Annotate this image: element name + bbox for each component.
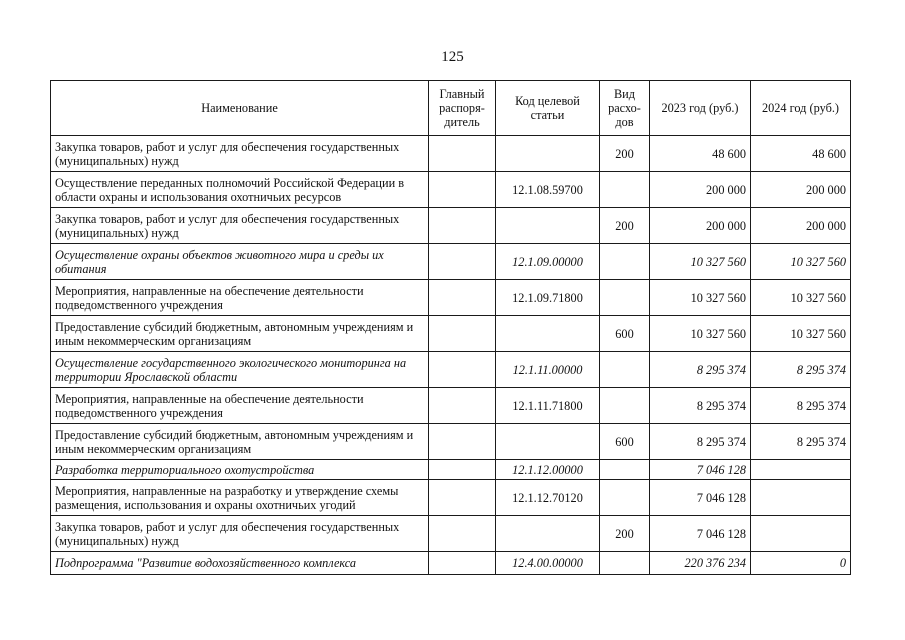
cell-name: Осуществление государственного экологического мониторинга на территории Ярославской области <box>51 352 429 388</box>
table-row <box>51 208 851 244</box>
cell-main-manager <box>429 316 496 352</box>
table-row <box>51 136 851 172</box>
header-main-manager: Главный распоря-дитель <box>429 81 496 136</box>
cell-year-2023: 200 000 <box>650 172 751 208</box>
cell-target-code <box>496 136 600 172</box>
header-name: Наименование <box>51 81 429 136</box>
cell-expense-type <box>600 280 650 316</box>
cell-expense-type <box>600 244 650 280</box>
table-row <box>51 424 851 460</box>
cell-name: Закупка товаров, работ и услуг для обеспечения государственных (муниципальных) нужд <box>51 516 429 552</box>
cell-name: Мероприятия, направленные на обеспечение деятельности подведомственного учреждения <box>51 280 429 316</box>
cell-main-manager <box>429 460 496 480</box>
table-row <box>51 244 851 280</box>
cell-year-2023: 10 327 560 <box>650 280 751 316</box>
cell-main-manager <box>429 516 496 552</box>
cell-target-code <box>496 424 600 460</box>
cell-expense-type <box>600 460 650 480</box>
budget-table <box>50 80 851 575</box>
cell-target-code <box>496 208 600 244</box>
table-body <box>51 136 851 575</box>
cell-name: Мероприятия, направленные на разработку и утверждение схемы размещения, использования и охраны охотничьих угодий <box>51 480 429 516</box>
cell-year-2024: 0 <box>751 552 851 575</box>
table-row <box>51 388 851 424</box>
cell-year-2023: 200 000 <box>650 208 751 244</box>
cell-year-2023: 220 376 234 <box>650 552 751 575</box>
cell-target-code: 12.1.11.00000 <box>496 352 600 388</box>
table-row <box>51 552 851 575</box>
cell-target-code: 12.1.09.00000 <box>496 244 600 280</box>
cell-main-manager <box>429 280 496 316</box>
cell-name: Подпрограмма "Развитие водохозяйственного комплекса <box>51 552 429 575</box>
page-number: 125 <box>441 49 464 65</box>
cell-expense-type <box>600 480 650 516</box>
cell-main-manager <box>429 480 496 516</box>
header-year-2023: 2023 год (руб.) <box>650 81 751 136</box>
table-row <box>51 172 851 208</box>
cell-main-manager <box>429 208 496 244</box>
cell-name: Закупка товаров, работ и услуг для обеспечения государственных (муниципальных) нужд <box>51 136 429 172</box>
cell-year-2023: 8 295 374 <box>650 352 751 388</box>
cell-year-2024: 8 295 374 <box>751 352 851 388</box>
cell-year-2024: 8 295 374 <box>751 424 851 460</box>
cell-main-manager <box>429 552 496 575</box>
table-header-row <box>51 81 851 136</box>
cell-main-manager <box>429 388 496 424</box>
cell-main-manager <box>429 352 496 388</box>
cell-year-2024: 10 327 560 <box>751 316 851 352</box>
table-row <box>51 516 851 552</box>
cell-main-manager <box>429 244 496 280</box>
cell-year-2024 <box>751 480 851 516</box>
cell-year-2024: 200 000 <box>751 172 851 208</box>
cell-year-2023: 48 600 <box>650 136 751 172</box>
cell-year-2023: 7 046 128 <box>650 480 751 516</box>
cell-year-2023: 10 327 560 <box>650 316 751 352</box>
cell-year-2023: 7 046 128 <box>650 516 751 552</box>
cell-year-2023: 8 295 374 <box>650 388 751 424</box>
cell-target-code: 12.4.00.00000 <box>496 552 600 575</box>
cell-year-2024: 48 600 <box>751 136 851 172</box>
cell-year-2024: 8 295 374 <box>751 388 851 424</box>
cell-main-manager <box>429 136 496 172</box>
cell-main-manager <box>429 172 496 208</box>
cell-year-2024: 200 000 <box>751 208 851 244</box>
cell-target-code: 12.1.08.59700 <box>496 172 600 208</box>
cell-expense-type <box>600 388 650 424</box>
cell-expense-type: 600 <box>600 316 650 352</box>
cell-name: Закупка товаров, работ и услуг для обеспечения государственных (муниципальных) нужд <box>51 208 429 244</box>
header-year-2024: 2024 год (руб.) <box>751 81 851 136</box>
table-row <box>51 480 851 516</box>
table-row <box>51 352 851 388</box>
cell-target-code <box>496 316 600 352</box>
cell-target-code <box>496 516 600 552</box>
cell-name: Осуществление охраны объектов животного мира и среды их обитания <box>51 244 429 280</box>
cell-year-2024: 10 327 560 <box>751 244 851 280</box>
cell-target-code: 12.1.12.70120 <box>496 480 600 516</box>
cell-name: Разработка территориального охотустройства <box>51 460 429 480</box>
cell-year-2024 <box>751 460 851 480</box>
cell-name: Предоставление субсидий бюджетным, автономным учреждениям и иным некоммерческим организациям <box>51 316 429 352</box>
header-target-code: Код целевой статьи <box>496 81 600 136</box>
cell-name: Осуществление переданных полномочий Российской Федерации в области охраны и использования охотничьих ресурсов <box>51 172 429 208</box>
table-row <box>51 280 851 316</box>
header-expense-type: Вид расхо-дов <box>600 81 650 136</box>
cell-year-2023: 7 046 128 <box>650 460 751 480</box>
cell-year-2024 <box>751 516 851 552</box>
table-row <box>51 460 851 480</box>
table-row <box>51 316 851 352</box>
cell-expense-type: 200 <box>600 208 650 244</box>
cell-year-2023: 8 295 374 <box>650 424 751 460</box>
cell-expense-type: 200 <box>600 136 650 172</box>
cell-expense-type: 200 <box>600 516 650 552</box>
cell-main-manager <box>429 424 496 460</box>
cell-name: Предоставление субсидий бюджетным, автономным учреждениям и иным некоммерческим организациям <box>51 424 429 460</box>
cell-expense-type <box>600 172 650 208</box>
cell-target-code: 12.1.11.71800 <box>496 388 600 424</box>
cell-year-2023: 10 327 560 <box>650 244 751 280</box>
cell-expense-type <box>600 352 650 388</box>
cell-name: Мероприятия, направленные на обеспечение деятельности подведомственного учреждения <box>51 388 429 424</box>
cell-target-code: 12.1.12.00000 <box>496 460 600 480</box>
cell-target-code: 12.1.09.71800 <box>496 280 600 316</box>
cell-expense-type: 600 <box>600 424 650 460</box>
cell-expense-type <box>600 552 650 575</box>
cell-year-2024: 10 327 560 <box>751 280 851 316</box>
